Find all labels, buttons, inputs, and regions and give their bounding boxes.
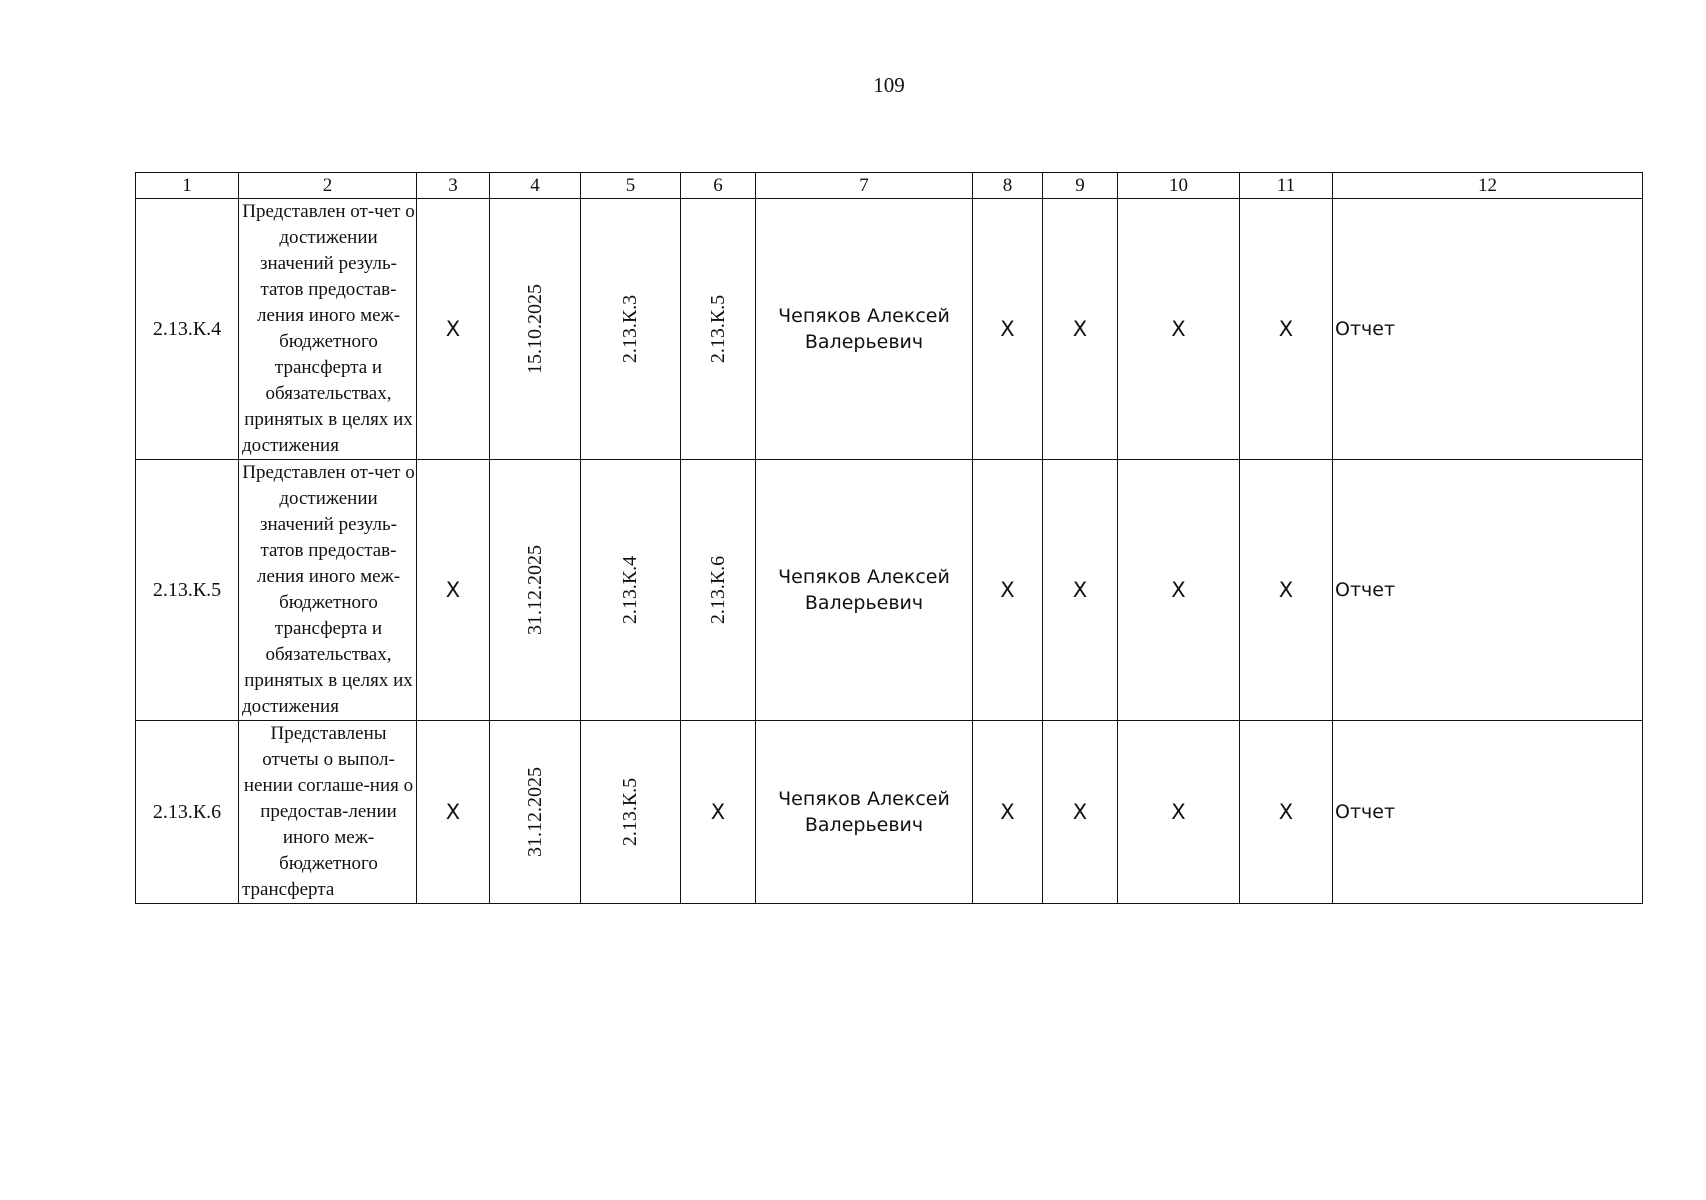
- column-header: 3: [417, 173, 490, 199]
- column-header: 1: [136, 173, 239, 199]
- cell-x: X: [973, 721, 1043, 904]
- predecessor-cell: [581, 460, 681, 721]
- cell-x: X: [1118, 721, 1240, 904]
- date-cell: [490, 199, 581, 460]
- column-header: 11: [1240, 173, 1333, 199]
- successor-cell: [681, 460, 756, 721]
- control-point-code: 2.13.К.6: [136, 721, 239, 904]
- predecessor-cell: [581, 199, 681, 460]
- cell-x: X: [1043, 460, 1118, 721]
- cell-x: X: [1043, 721, 1118, 904]
- table-row: [136, 721, 1643, 904]
- column-header: 8: [973, 173, 1043, 199]
- cell-x: X: [973, 199, 1043, 460]
- column-header: 7: [756, 173, 973, 199]
- column-header: 5: [581, 173, 681, 199]
- result-document: Отчет: [1333, 199, 1643, 460]
- column-header: 6: [681, 173, 756, 199]
- predecessor-text: 2.13.К.5: [619, 777, 642, 846]
- plan-table: [135, 172, 1643, 904]
- predecessor-text: 2.13.К.4: [619, 555, 642, 624]
- date-cell: [490, 721, 581, 904]
- successor-cell: [681, 199, 756, 460]
- cell-x: X: [417, 460, 490, 721]
- date-text: 15.10.2025: [524, 283, 546, 374]
- column-header: 12: [1333, 173, 1643, 199]
- date-text: 31.12.2025: [524, 766, 546, 857]
- successor-text: 2.13.К.6: [707, 555, 729, 624]
- cell-x: X: [417, 721, 490, 904]
- control-point-code: 2.13.К.4: [136, 199, 239, 460]
- cell-x: X: [1118, 199, 1240, 460]
- cell-x: X: [417, 199, 490, 460]
- date-cell: [490, 460, 581, 721]
- cell-x: X: [1118, 460, 1240, 721]
- result-document: Отчет: [1333, 721, 1643, 904]
- column-header: 4: [490, 173, 581, 199]
- predecessor-text: 2.13.К.3: [619, 294, 642, 363]
- responsible-person: Чепяков Алексей Валерьевич: [756, 721, 973, 904]
- table-header-row: [136, 173, 1643, 199]
- successor-text: 2.13.К.5: [707, 294, 729, 363]
- page-number: 109: [873, 73, 905, 97]
- cell-x: X: [1240, 199, 1333, 460]
- column-header: 9: [1043, 173, 1118, 199]
- cell-x: X: [1043, 199, 1118, 460]
- responsible-person: Чепяков Алексей Валерьевич: [756, 460, 973, 721]
- column-header: 2: [239, 173, 417, 199]
- control-point-description: Представлен от-чет о достижении значений резуль-татов предостав-ления иного меж-бюджетного трансферта и обязательствах, принятых в целях их достижения: [239, 460, 417, 721]
- predecessor-cell: [581, 721, 681, 904]
- table-row: [136, 460, 1643, 721]
- table-row: [136, 199, 1643, 460]
- cell-x: X: [973, 460, 1043, 721]
- control-point-code: 2.13.К.5: [136, 460, 239, 721]
- control-point-description: Представлен от-чет о достижении значений резуль-татов предостав-ления иного меж-бюджетного трансферта и обязательствах, принятых в целях их достижения: [239, 199, 417, 460]
- control-point-description: Представлены отчеты о выпол-нении соглаше-ния о предостав-лении иного меж-бюджетного трансферта: [239, 721, 417, 904]
- cell-x: X: [1240, 460, 1333, 721]
- cell-x: X: [681, 721, 756, 904]
- date-text: 31.12.2025: [524, 544, 546, 635]
- cell-x: X: [1240, 721, 1333, 904]
- result-document: Отчет: [1333, 460, 1643, 721]
- column-header: 10: [1118, 173, 1240, 199]
- responsible-person: Чепяков Алексей Валерьевич: [756, 199, 973, 460]
